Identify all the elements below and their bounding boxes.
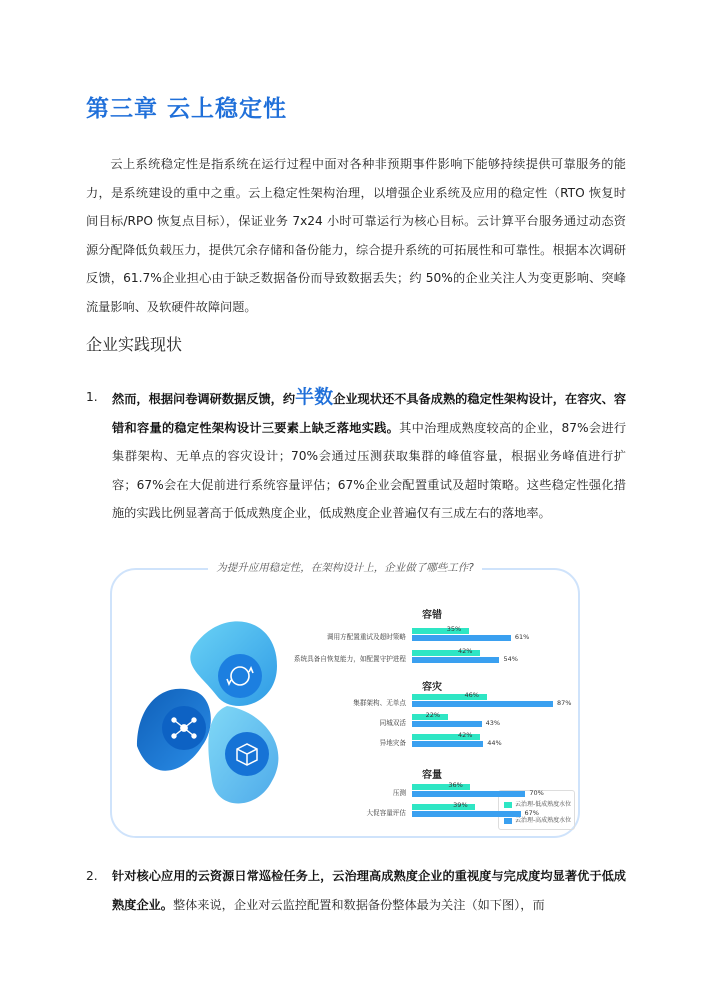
- bold-lead: 然而，根据问卷调研数据反馈，约: [112, 392, 296, 406]
- infographic-panel: [110, 562, 580, 838]
- list-item-body: [112, 383, 626, 528]
- body-text: 整体来说，企业对云监控配置和数据备份整体最为关注（如下图），而: [172, 897, 545, 912]
- chart-title: 为提升应用稳定性，在架构设计上，企业做了哪些工作?: [112, 560, 578, 575]
- category-label: 同城双活: [379, 719, 406, 727]
- list-item-1: [86, 383, 626, 528]
- category-label: 大促容量评估: [366, 809, 406, 817]
- bar-high: [412, 811, 521, 817]
- bar-high: [412, 701, 553, 707]
- category-label: 压测: [392, 789, 406, 797]
- value-label-low: 42%: [458, 647, 473, 655]
- body-text: 其中治理成熟度较高的企业，87%会进行集群架构、无单点的容灾设计；70%会通过压测获取集群的峰值容量，根据业务峰值进行扩容；67%会在大促前进行系统容量评估；67%企业会配置重试及超时策略。这些稳定性强化措施的实践比例显著高于低成熟度企业，低成熟度企业普遍仅有三成左右的落地率。: [112, 420, 627, 520]
- value-label-high: 70%: [529, 789, 544, 797]
- bar-high: [412, 635, 511, 641]
- bar-high: [412, 791, 525, 797]
- list-item-body: [112, 862, 626, 919]
- group-title: 容灾: [422, 682, 442, 693]
- chapter-title: 第三章 云上稳定性: [86, 96, 288, 122]
- group-title: 容错: [422, 610, 442, 621]
- value-label-low: 46%: [464, 691, 479, 699]
- category-label: 系统具备自恢复能力，如配置守护进程: [293, 655, 406, 663]
- legend-swatch-high: [504, 818, 512, 824]
- legend-item-low: 云治理-低成熟度水位: [504, 799, 571, 808]
- bar-high: [412, 721, 482, 727]
- value-label-high: 54%: [503, 655, 518, 663]
- value-label-low: 22%: [425, 711, 441, 719]
- value-label-low: 36%: [448, 781, 463, 789]
- list-item-2: [86, 862, 626, 919]
- category-label: 集群架构、无单点: [353, 699, 406, 707]
- list-number: 2.: [86, 869, 98, 883]
- value-label-high: 67%: [524, 809, 539, 817]
- category-label: 调用方配置重试及超时策略: [326, 633, 406, 641]
- value-label-high: 61%: [514, 633, 530, 641]
- bar-high: [412, 741, 483, 747]
- value-label-low: 42%: [458, 731, 473, 739]
- section-heading: 企业实践现状: [86, 335, 183, 354]
- group-title: 容量: [422, 770, 442, 781]
- value-label-high: 44%: [487, 739, 502, 747]
- bold-lead-cont: 企业现状还不具备成熟的稳定性架构设计，在容灾、容错和容量的稳定性架构设计三要素上缺乏落地实践。: [112, 392, 627, 435]
- category-label: 异地灾备: [379, 739, 406, 747]
- value-label-high: 43%: [485, 719, 501, 727]
- intro-paragraph: 云上系统稳定性是指系统在运行过程中面对各种非预期事件影响下能够持续提供可靠服务的能力，是系统建设的重中之重。云上稳定性架构治理，以增强企业系统及应用的稳定性（RTO 恢复时间目标/RPO 恢复点目标），保证业务 7x24 小时可靠运行为核心目标。云计算平台服务通过动态资源分配降低负载压力，提供冗余存储和备份能力，综合提升系统的可拓展性和可靠性。根据本次调研反馈，61.7%企业担心由于缺乏数据备份而导致数据丢失；约 50%的企业关注人为变更影响、突峰流量影响、及软硬件故障问题。: [86, 157, 626, 314]
- bold-lead: 针对核心应用的云资源日常巡检任务上，云治理高成熟度企业的重视度与完成度均显著优于低成熟度企业。: [112, 869, 626, 912]
- bar-high: [412, 657, 499, 663]
- value-label-high: 87%: [556, 699, 572, 707]
- legend-item-high: 云治理-高成熟度水位: [504, 815, 571, 824]
- value-label-low: 35%: [446, 625, 462, 633]
- legend-swatch-low: [504, 802, 512, 808]
- list-number: 1.: [86, 390, 98, 404]
- highlight-text: 半数: [295, 386, 334, 408]
- value-label-low: 39%: [453, 801, 468, 809]
